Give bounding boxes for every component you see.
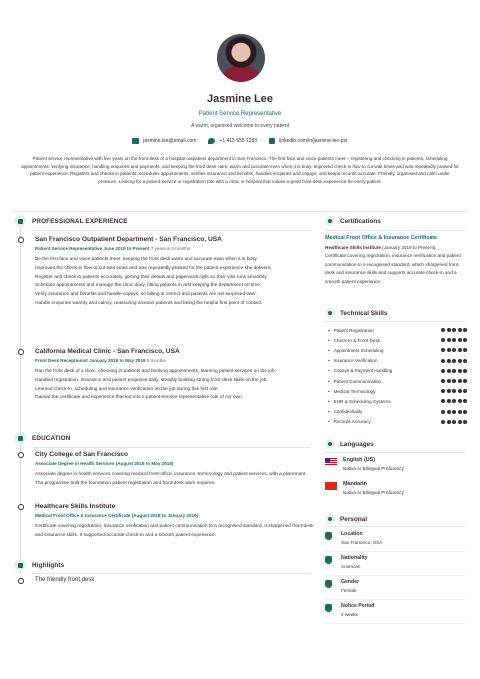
skill-level-dots	[441, 399, 467, 403]
skill-level-dot	[447, 348, 451, 352]
degree-name: Medical Front Office & Insurance Certificate	[35, 513, 131, 518]
contact-bar	[0, 138, 480, 144]
personal-value: American	[341, 564, 361, 569]
skill-level-dot	[458, 328, 462, 332]
position-duration: 7 years & 4 months	[150, 246, 191, 251]
personal-label: Notice Period	[341, 603, 375, 609]
position-line	[35, 358, 315, 363]
section-skills-header	[325, 308, 387, 318]
description-line: Gained the certificate and experience that led into a patient-service-representative role of my own.	[35, 395, 243, 401]
skill-name: • Check-In & Front Desk	[325, 338, 380, 343]
timeline-dot	[18, 578, 24, 584]
degree-description: Associate degree in health services covering medical front-office, insurance, terminology and patient services, with a placement. The programme built the foundation patient registration and front-desk work requires.	[35, 472, 307, 486]
skill-level-dot	[452, 410, 456, 414]
section-divider	[325, 321, 465, 322]
position-description	[35, 256, 315, 309]
personal-gender	[325, 579, 465, 593]
globe-icon	[325, 439, 335, 449]
section-title: EDUCATION	[32, 434, 71, 442]
highlight-item: The friendly front desk	[35, 577, 95, 583]
skill-level-dots	[441, 369, 467, 373]
skill-level-dot	[458, 348, 462, 352]
skill-level-dot	[452, 379, 456, 383]
personal-divider	[325, 575, 465, 576]
description-line: Handled registration, insurance and patient enquiries daily, steadily building strong front-desk skills on the job.	[35, 377, 268, 383]
skill-level-dots	[441, 359, 467, 363]
skill-level-dot	[441, 410, 445, 414]
section-divider	[325, 230, 465, 231]
skill-level-dot	[458, 369, 462, 373]
skill-level-dot	[447, 410, 451, 414]
personal-nationality	[325, 555, 465, 569]
skill-name: • Records Accuracy	[325, 419, 371, 424]
skills-list	[325, 325, 467, 427]
skill-level-dot	[447, 379, 451, 383]
position-role: Front Desk Receptionist	[35, 358, 88, 363]
skill-level-dot	[463, 399, 467, 403]
experience-entry	[35, 348, 315, 403]
skill-level-dot	[441, 348, 445, 352]
skill-level-dot	[463, 338, 467, 342]
skill-level-dot	[463, 389, 467, 393]
personal-value: 2 weeks	[341, 612, 358, 617]
certificate-icon	[325, 216, 335, 226]
degree-dates: (August 2018 to January 2019)	[131, 513, 199, 518]
position-dates: June 2019 to Present	[103, 246, 150, 251]
skill-row	[325, 335, 467, 345]
skill-level-dots	[441, 338, 467, 342]
section-divider	[33, 230, 311, 231]
skill-level-dot	[458, 338, 462, 342]
skill-level-dot	[463, 348, 467, 352]
timeline-line	[20, 225, 21, 574]
skill-level-dot	[458, 399, 462, 403]
flag-icon	[325, 556, 332, 564]
skill-name: • Copays & Payment Handling	[325, 368, 392, 373]
description-line: Ran the front desk of a clinic, checking in patients and booking appointments, learning patient services on the job.	[35, 369, 277, 374]
language-name: English (US)	[343, 457, 376, 463]
description-line: Schedule appointments and manage the clinic diary, fitting patients in and keeping the department on time.	[35, 283, 262, 289]
skill-level-dot	[463, 379, 467, 383]
degree-line	[35, 461, 315, 466]
degree-name: Associate Degree in Health Services	[35, 461, 115, 466]
contact-email[interactable]	[132, 138, 196, 144]
skill-level-dot	[452, 328, 456, 332]
skill-level-dots	[441, 328, 467, 332]
skill-level-dot	[452, 369, 456, 373]
header-divider	[12, 211, 468, 212]
skill-row	[325, 366, 467, 376]
skill-row	[325, 407, 467, 417]
skill-level-dot	[441, 369, 445, 373]
description-line: Handle enquiries warmly and calmly, reassuring anxious patients and being the helpful first point of contact.	[35, 300, 263, 306]
skill-level-dots	[441, 420, 467, 424]
employer-title: San Francisco Outpatient Department - San Francisco, USA	[35, 236, 222, 243]
section-languages-header	[325, 439, 374, 449]
section-divider	[33, 573, 311, 574]
degree-description: Certificate covering registration, insurance verification and patient communication to a recognised standard. It sharpened front-desk and insurance skills. It supported accurate check-in and a smooth patient experience.	[35, 524, 314, 538]
language-item	[325, 481, 465, 495]
skill-row	[325, 376, 467, 386]
description-line: Improved the check-in flow to cut wait times and was repeatedly praised for the patient experience she delivers.	[35, 265, 272, 271]
personal-label: Gender	[341, 579, 360, 585]
timeline-dot	[18, 452, 24, 458]
linkedin-icon	[269, 138, 275, 144]
contact-linkedin[interactable]	[269, 138, 348, 144]
language-name: Mandarin	[343, 481, 367, 487]
description-line: Verify insurance and benefits and handle copays, so billing is correct and patients are not surprised later.	[35, 292, 257, 298]
skill-level-dot	[447, 359, 451, 363]
skill-level-dot	[458, 379, 462, 383]
skill-level-dot	[463, 328, 467, 332]
section-divider	[325, 526, 465, 527]
skill-row	[325, 325, 467, 335]
timeline-dot	[18, 504, 24, 510]
language-level: Native or Bilingual Proficiency	[343, 490, 404, 495]
skill-row	[325, 417, 467, 427]
skill-level-dot	[452, 399, 456, 403]
degree-dates: (August 2016 to May 2018)	[115, 461, 174, 466]
lightbulb-icon	[325, 308, 335, 318]
skill-level-dot	[452, 338, 456, 342]
skill-level-dot	[447, 399, 451, 403]
experience-entry	[35, 236, 315, 309]
personal-value: Female	[341, 588, 357, 593]
skill-name: • Insurance Verification	[325, 358, 378, 363]
skill-level-dots	[441, 389, 467, 393]
china-flag-icon	[325, 482, 337, 490]
skill-level-dot	[458, 359, 462, 363]
skill-name: • Patient Registration	[325, 328, 374, 333]
certification-issuer-line	[325, 245, 465, 250]
section-title: Highlights	[32, 561, 65, 569]
section-education-header	[14, 432, 70, 444]
personal-divider	[325, 623, 465, 624]
skill-level-dot	[441, 359, 445, 363]
personal-location	[325, 531, 465, 545]
language-level: Native or Bilingual Proficiency	[343, 466, 404, 471]
skill-level-dot	[463, 410, 467, 414]
skill-level-dot	[441, 399, 445, 403]
school-title: Healthcare Skills Institute	[35, 503, 116, 510]
skill-level-dot	[463, 420, 467, 424]
skill-level-dot	[452, 359, 456, 363]
description-line: Learned check-in, scheduling and insurance verification on the job during this first role.	[35, 386, 219, 392]
section-title: Technical Skills	[340, 309, 388, 317]
skill-name: • Patient Communication	[325, 379, 381, 384]
degree-line	[35, 513, 315, 518]
profile-photo	[217, 34, 265, 82]
skill-level-dot	[441, 389, 445, 393]
skill-level-dot	[452, 348, 456, 352]
linkedin-text: linkedin.com/in/jasmine-lee-psr	[279, 138, 348, 144]
skill-level-dot	[441, 338, 445, 342]
section-title: Personal	[340, 515, 367, 523]
certification-dates: (January 2019 to Present)	[382, 245, 436, 250]
phone-text: +1 415 555 1283	[219, 138, 258, 144]
section-title: Languages	[340, 440, 374, 448]
hourglass-icon	[325, 604, 332, 612]
skill-level-dot	[447, 338, 451, 342]
timeline-dot	[18, 237, 24, 243]
skill-row	[325, 345, 467, 355]
section-certifications-header	[325, 216, 381, 226]
skill-row	[325, 356, 467, 366]
skill-name: • EHR & Scheduling Systems	[325, 399, 391, 404]
position-line	[35, 246, 315, 251]
skill-level-dot	[458, 420, 462, 424]
position-role: Patient Service Representative	[35, 246, 103, 251]
candidate-name: Jasmine Lee	[206, 93, 274, 105]
email-icon	[132, 138, 139, 144]
section-title: Certifications	[340, 217, 381, 225]
skill-name: • Medical Terminology	[325, 389, 375, 394]
email-text: jasmine.lee@email.com	[143, 138, 197, 144]
section-divider	[33, 447, 311, 448]
personal-label: Nationality	[341, 555, 368, 561]
description-line: Register and check in patients accurately, getting their details and paperwork right so their visit runs smoothly.	[35, 274, 268, 280]
employer-title: California Medical Clinic - San Francisco, USA	[35, 348, 180, 355]
skill-level-dot	[463, 359, 467, 363]
skill-name: • Appointment Scheduling	[325, 348, 383, 353]
personal-divider	[325, 551, 465, 552]
skill-level-dot	[447, 369, 451, 373]
job-title: Patient Service Representative	[198, 111, 282, 117]
skill-level-dot	[441, 420, 445, 424]
gender-symbol-icon	[325, 514, 335, 524]
skill-row	[325, 396, 467, 406]
skill-level-dot	[447, 389, 451, 393]
school-title: City College of San Francisco	[35, 451, 129, 458]
section-divider	[325, 452, 465, 453]
skill-level-dots	[441, 379, 467, 383]
personal-label: Location	[341, 531, 363, 537]
section-highlights-header	[14, 559, 64, 571]
skill-level-dot	[452, 389, 456, 393]
contact-phone[interactable]	[208, 138, 257, 144]
skill-level-dot	[447, 420, 451, 424]
us-flag-icon	[325, 458, 337, 466]
skill-level-dot	[447, 328, 451, 332]
certification-issuer: Healthcare Skills Institute	[325, 245, 381, 250]
profile-summary: Patient service representative with five years on the front desk of a hospital outpatient department in San Francisco. The first face and voice patients meet -- registering and checking in patients, scheduling appointments, verifying insurance, handling enquiries and payments, and keeping the front desk calm, warm and accurate even when it is busy. Improved check-in flow to cut wait times and was repeatedly praised for patient experience. Registers and checks in patients, schedules appointments, verifies insurance and benefits, handles enquiries and copays, and keeps records accurate. Friendly, organised and calm under pressure. Looking for a patient-service or registration role with a clinic or hospital that values a great front-desk experience for every patient.	[21, 156, 459, 184]
education-entry	[35, 503, 315, 541]
skill-level-dots	[441, 410, 467, 414]
briefcase-icon	[14, 215, 26, 227]
position-dates: January 2019 to May 2019	[89, 358, 146, 363]
description-line: Be the first face and voice patients meet, keeping the front desk warm and accurate even when it is busy.	[35, 257, 258, 262]
personal-notice-period	[325, 603, 465, 617]
skill-level-dot	[463, 369, 467, 373]
section-title: PROFESSIONAL EXPERIENCE	[32, 217, 128, 225]
skill-level-dot	[452, 420, 456, 424]
language-item	[325, 457, 465, 471]
star-icon	[14, 559, 26, 571]
book-icon	[14, 432, 26, 444]
skill-level-dot	[458, 410, 462, 414]
certification-description: Certificate covering registration, insurance verification and patient communication to a recognised standard, which sharpened front-desk and insurance skills and supports accurate check-in and a smooth patient experience.	[325, 253, 461, 284]
phone-icon	[208, 138, 215, 144]
location-pin-icon	[325, 532, 332, 540]
section-experience-header	[14, 215, 128, 227]
certification-entry	[325, 235, 465, 286]
skill-name: • Confidentiality	[325, 409, 362, 414]
gender-icon	[325, 580, 332, 588]
tagline: A warm, organised welcome to every patient	[190, 123, 290, 129]
skill-level-dot	[441, 379, 445, 383]
certification-title: Medical Front Office & Insurance Certificate	[325, 235, 438, 241]
section-personal-header	[325, 514, 367, 524]
skill-level-dot	[441, 328, 445, 332]
education-entry	[35, 451, 315, 489]
timeline-dot	[18, 349, 24, 355]
position-duration: 5 months	[146, 358, 166, 363]
personal-value: San Francisco, USA	[341, 540, 383, 545]
skill-row	[325, 386, 467, 396]
position-description	[35, 368, 315, 403]
skill-level-dot	[458, 389, 462, 393]
personal-divider	[325, 599, 465, 600]
skill-level-dots	[441, 348, 467, 352]
